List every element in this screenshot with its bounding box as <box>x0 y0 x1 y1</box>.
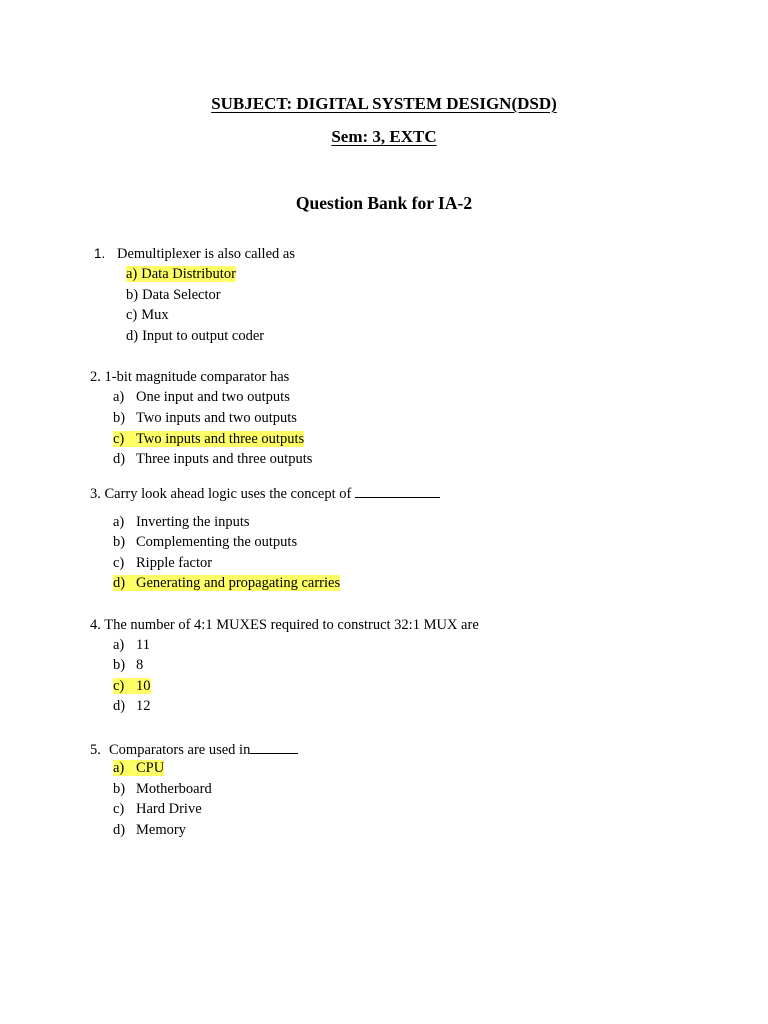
option-text: Data Selector <box>142 287 221 303</box>
question-5-option-c <box>113 800 202 818</box>
question-3-option-c <box>113 554 212 572</box>
question-3-option-d <box>113 574 340 592</box>
option-letter: a) <box>113 760 125 776</box>
question-number: 2. <box>90 369 101 385</box>
option-letter: c) <box>113 555 125 571</box>
option-letter: a) <box>113 389 125 405</box>
question-4 <box>90 616 479 634</box>
question-5-option-a <box>113 759 164 777</box>
question-number: 1. <box>94 246 106 261</box>
option-letter: a) <box>113 637 125 653</box>
question-number: 3. <box>90 486 101 502</box>
question-text: The number of 4:1 MUXES required to construct 32:1 MUX are <box>104 617 479 633</box>
option-letter: c) <box>113 431 125 447</box>
question-1-option-c <box>126 306 169 324</box>
option-text: Hard Drive <box>136 801 202 817</box>
question-bank-title <box>0 193 768 214</box>
option-text: Memory <box>136 822 186 838</box>
subject-heading <box>0 94 768 114</box>
question-2-option-a <box>113 388 290 406</box>
option-text: Two inputs and three outputs <box>136 431 305 447</box>
option-letter: b) <box>113 657 126 673</box>
option-letter: d) <box>113 575 126 591</box>
question-1-option-d <box>126 327 264 345</box>
option-text: 11 <box>136 637 150 653</box>
option-letter: c) <box>126 307 138 323</box>
question-text: 1-bit magnitude comparator has <box>104 369 290 385</box>
option-text: Complementing the outputs <box>136 534 298 550</box>
question-5-option-b <box>113 780 212 798</box>
option-text: Three inputs and three outputs <box>136 451 313 467</box>
option-letter: d) <box>113 451 126 467</box>
question-3-option-a <box>113 513 250 531</box>
option-letter: c) <box>113 801 125 817</box>
question-4-option-b <box>113 656 143 674</box>
question-1-option-a <box>126 265 236 283</box>
question-1 <box>94 245 295 263</box>
question-3 <box>90 483 440 503</box>
answer-blank <box>355 483 440 498</box>
option-text: Ripple factor <box>136 555 213 571</box>
option-text: Input to output coder <box>142 328 265 344</box>
question-4-option-c <box>113 677 151 695</box>
option-letter: c) <box>113 678 125 694</box>
option-letter: b) <box>113 781 126 797</box>
question-text: Demultiplexer is also called as <box>117 246 295 262</box>
option-text: Two inputs and two outputs <box>136 410 297 426</box>
question-text: Carry look ahead logic uses the concept of <box>104 486 352 502</box>
option-letter: b) <box>126 287 139 303</box>
semester-heading-text: Sem: 3, EXTC <box>331 127 437 146</box>
option-text: 12 <box>136 698 151 714</box>
question-4-option-d <box>113 697 151 715</box>
option-text: Inverting the inputs <box>136 514 250 530</box>
question-2-option-b <box>113 409 297 427</box>
question-4-option-a <box>113 636 150 654</box>
option-text: Generating and propagating carries <box>136 575 341 591</box>
option-text: Data Distributor <box>141 266 236 282</box>
question-2 <box>90 368 289 386</box>
option-text: Mux <box>141 307 169 323</box>
question-text: Comparators are used in <box>109 742 251 758</box>
question-3-option-b <box>113 533 297 551</box>
question-2-option-d <box>113 450 312 468</box>
option-text: Motherboard <box>136 781 212 797</box>
option-letter: d) <box>113 698 126 714</box>
option-letter: d) <box>113 822 126 838</box>
option-letter: d) <box>126 328 139 344</box>
option-letter: b) <box>113 410 126 426</box>
question-1-option-b <box>126 286 221 304</box>
option-text: 10 <box>136 678 151 694</box>
option-letter: a) <box>113 514 125 530</box>
option-text: One input and two outputs <box>136 389 290 405</box>
subject-heading-text: SUBJECT: DIGITAL SYSTEM DESIGN(DSD) <box>211 94 557 113</box>
question-5 <box>90 739 298 759</box>
option-text: CPU <box>136 760 165 776</box>
question-2-option-c <box>113 430 304 448</box>
question-number: 4. <box>90 617 101 633</box>
question-bank-title-text: Question Bank for IA-2 <box>295 193 473 213</box>
option-letter: a) <box>126 266 138 282</box>
semester-heading <box>0 127 768 147</box>
question-number: 5. <box>90 742 101 758</box>
question-5-option-d <box>113 821 186 839</box>
option-letter: b) <box>113 534 126 550</box>
option-text: 8 <box>136 657 144 673</box>
answer-blank <box>250 739 298 754</box>
